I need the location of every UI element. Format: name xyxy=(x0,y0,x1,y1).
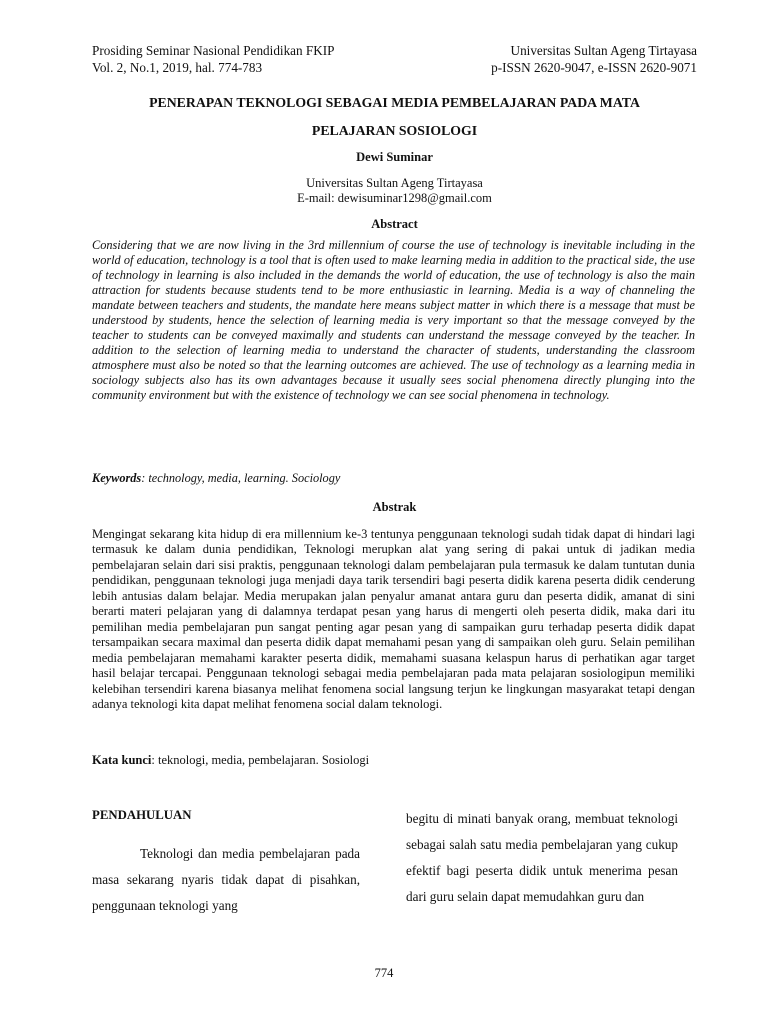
author-name: Dewi Suminar xyxy=(356,150,433,164)
author-affiliation-block xyxy=(92,176,697,206)
abstract-en-heading: Abstract xyxy=(371,217,418,231)
header-university: Universitas Sultan Ageng Tirtayasa xyxy=(510,43,697,58)
author-affiliation: Universitas Sultan Ageng Tirtayasa xyxy=(306,176,483,190)
keywords-en xyxy=(92,471,697,486)
keywords-id-label: Kata kunci xyxy=(92,753,152,767)
title-line-1: PENERAPAN TEKNOLOGI SEBAGAI MEDIA PEMBELAJARAN PADA MATA xyxy=(149,95,640,110)
running-header xyxy=(92,42,697,76)
body-column-left xyxy=(92,808,360,919)
author-email: E-mail: dewisuminar1298@gmail.com xyxy=(297,191,492,205)
paper-title xyxy=(92,89,697,145)
keywords-id-list: : teknologi, media, pembelajaran. Sosiologi xyxy=(151,753,370,767)
page-number: 774 xyxy=(374,966,394,980)
keywords-id xyxy=(92,753,697,768)
body-column-right xyxy=(406,806,678,910)
abstract-id-text: Mengingat sekarang kita hidup di era millennium ke-3 tentunya penggunaan teknologi sudah tidak dapat di hindari lagi termasuk ke dalam dunia pendidikan, Teknologi merupkan alat yang sering di pakai untuk di jadikan media pembelajaran selain dari sisi praktis, penggunaan teknologi dalam pembelajaran pula termasuk ke dalam tuntutan dunia pendidikan, penggunaan teknologi juga menjadi daya tarik tersendiri bagi peserta didik karena peserta didik cenderung lebih antusias dalam belajar. Media merupakan jalan penyalur amanat antara guru dan peserta didik, amanat di sini berarti materi pelajaran yang di dalamnya terdapat pesan yang harus di mengerti oleh peserta didik, maka dari itu pemilihan media pembelajaran pun sangat penting agar pesan yang di sampaikan guru terhadap peserta didik dapat tersampaikan secara maximal dan peserta didik dapat memahami pesan yang di sampaikan oleh guru. Selain pemilihan media pembelajaran memahami karakter peserta didik, memahami suasana kelaspun harus di perhatikan agar target hasil belajar tercapai. Penggunaan teknologi sebagai media pembelajaran pada mata pelajaran sosiologipun memiliki kelebihan tersendiri karena biasanya melihat fenomena social langsung terjun ke lingkungan masyarakat tetapi dengan adanya teknologi kita dapat melihat fenomena social dalam teknologi. xyxy=(92,527,695,711)
body-paragraph-right: begitu di minati banyak orang, membuat teknologi sebagai salah satu media pembelajaran yang cukup efektif bagi peserta didik untuk menerima pesan dari guru selain dapat memudahkan guru dan xyxy=(406,811,678,904)
body-paragraph-left: Teknologi dan media pembelajaran pada masa sekarang nyaris tidak dapat di pisahkan, penggunaan teknologi yang xyxy=(92,846,360,913)
keywords-en-label: Keywords xyxy=(92,471,142,485)
header-volume-info: Vol. 2, No.1, 2019, hal. 774-783 xyxy=(92,60,263,75)
keywords-en-list: : technology, media, learning. Sociology xyxy=(141,471,341,485)
header-proceedings-name: Prosiding Seminar Nasional Pendidikan FKIP xyxy=(92,43,335,58)
abstract-id-heading: Abstrak xyxy=(372,500,417,514)
abstract-en-text: Considering that we are now living in the 3rd millennium of course the use of technology is inevitable including in the world of education, technology is a tool that is often used to make learning media in addition to the practical side, the use of technology in learning is also included in the demands the world of education, the use of technology is also the main attraction for students because students tend to be more enthusiastic in learning. Media is a way of channeling the mandate between teachers and students, the mandate here means subject matter in which there is a message that must be understood by students, hence the selection of learning media is very important so that the message conveyed by the teacher to students can be conveyed maximally and students can understand the message conveyed by the teacher. In addition to the selection of learning media to understand the character of students, understanding the classroom atmosphere must also be noted so that the learning outcomes are achieved. The use of technology as a learning media in sociology subjects also has its own advantages because it usually sees social phenomena directly plunging into the community environment but with the existence of technology we can see social phenomena in technology. xyxy=(92,238,695,403)
section-heading: PENDAHULUAN xyxy=(92,808,192,822)
title-line-2: PELAJARAN SOSIOLOGI xyxy=(311,123,478,138)
header-issn: p-ISSN 2620-9047, e-ISSN 2620-9071 xyxy=(491,60,697,75)
